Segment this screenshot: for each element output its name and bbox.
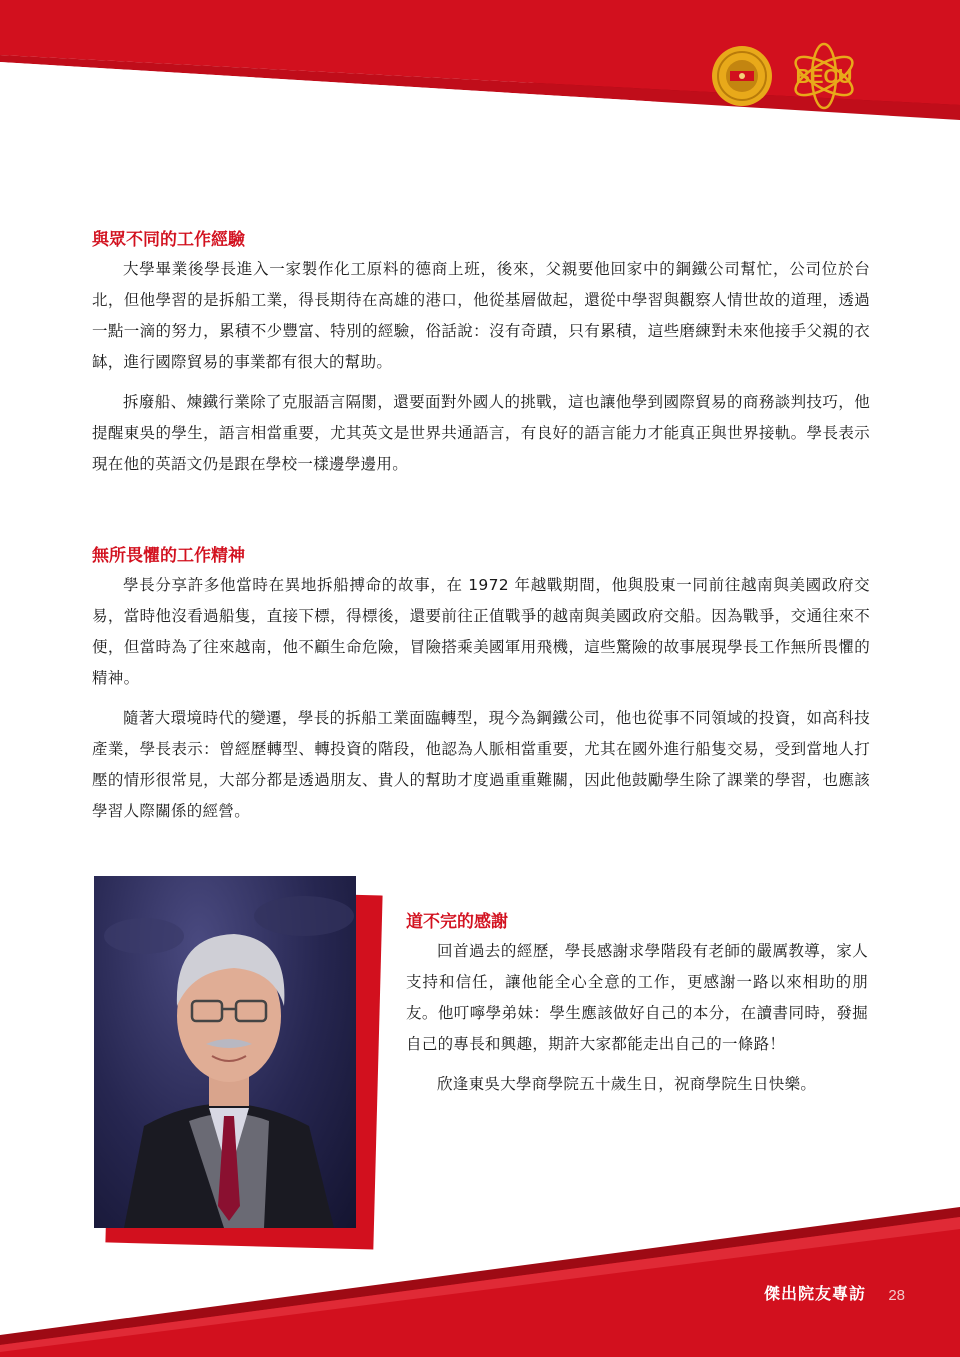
section-work-spirit xyxy=(92,544,870,836)
school-seal-icon xyxy=(710,44,774,108)
section-title: 道不完的感謝 xyxy=(406,912,508,932)
paragraph: 拆廢船、煉鐵行業除了克服語言隔閡，還要面對外國人的挑戰，這也讓他學到國際貿易的商務談判技巧，他提醒東吳的學生，語言相當重要，尤其英文是世界共通語言，有良好的語言能力才能真正與世界接軌。學長表示現在他的英語文仍是跟在學校一樣邊學邊用。 xyxy=(92,393,870,473)
section-title: 無所畏懼的工作精神 xyxy=(92,546,245,566)
portrait-photo xyxy=(94,876,356,1228)
page-number: 28 xyxy=(888,1287,905,1304)
section-work-experience xyxy=(92,228,870,489)
section-title: 與眾不同的工作經驗 xyxy=(92,230,245,250)
svg-text:BECU: BECU xyxy=(795,66,853,88)
paragraph: 大學畢業後學長進入一家製作化工原料的德商上班，後來，父親要他回家中的鋼鐵公司幫忙，公司位於台北，但他學習的是拆船工業，得長期待在高雄的港口，他從基層做起，還從中學習與觀察人情世故的道理，透過一點一滴的努力，累積不少豐富、特別的經驗，俗話說：沒有奇蹟，只有累積，這些磨練對未來他接手父親的衣缽，進行國際貿易的事業都有很大的幫助。 xyxy=(92,260,870,371)
section-gratitude xyxy=(406,910,868,1109)
paragraph: 學長分享許多他當時在異地拆船搏命的故事，在 1972 年越戰期間，他與股東一同前往越南與美國政府交易，當時他沒看過船隻，直接下標，得標後，還要前往正值戰爭的越南與美國政府交船。因為戰爭，交通往來不便，但當時為了往來越南，他不顧生命危險，冒險搭乘美國軍用飛機，這些驚險的故事展現學長工作無所畏懼的精神。 xyxy=(92,576,870,687)
portrait-illustration xyxy=(94,876,356,1228)
paragraph: 欣逢東吳大學商學院五十歲生日，祝商學院生日快樂。 xyxy=(437,1075,817,1093)
paragraph: 隨著大環境時代的變遷，學長的拆船工業面臨轉型，現今為鋼鐵公司，他也從事不同領域的投資，如高科技產業，學長表示：曾經歷轉型、轉投資的階段，他認為人脈相當重要，尤其在國外進行船隻交易，受到當地人打壓的情形很常見，大部分都是透過朋友、貴人的幫助才度過重重難關，因此他鼓勵學生除了課業的學習，也應該學習人際關係的經營。 xyxy=(92,709,870,820)
paragraph: 回首過去的經歷，學長感謝求學階段有老師的嚴厲教導，家人支持和信任，讓他能全心全意的工作，更感謝一路以來相助的朋友。他叮嚀學弟妹：學生應該做好自己的本分，在讀書同時，發掘自己的專長和興趣，期許大家都能走出自己的一條路！ xyxy=(406,942,868,1053)
header-logos xyxy=(710,42,860,110)
footer-section-label: 傑出院友專訪 xyxy=(763,1284,866,1303)
portrait-photo-frame xyxy=(88,880,382,1252)
atom-emblem-icon xyxy=(788,42,860,110)
